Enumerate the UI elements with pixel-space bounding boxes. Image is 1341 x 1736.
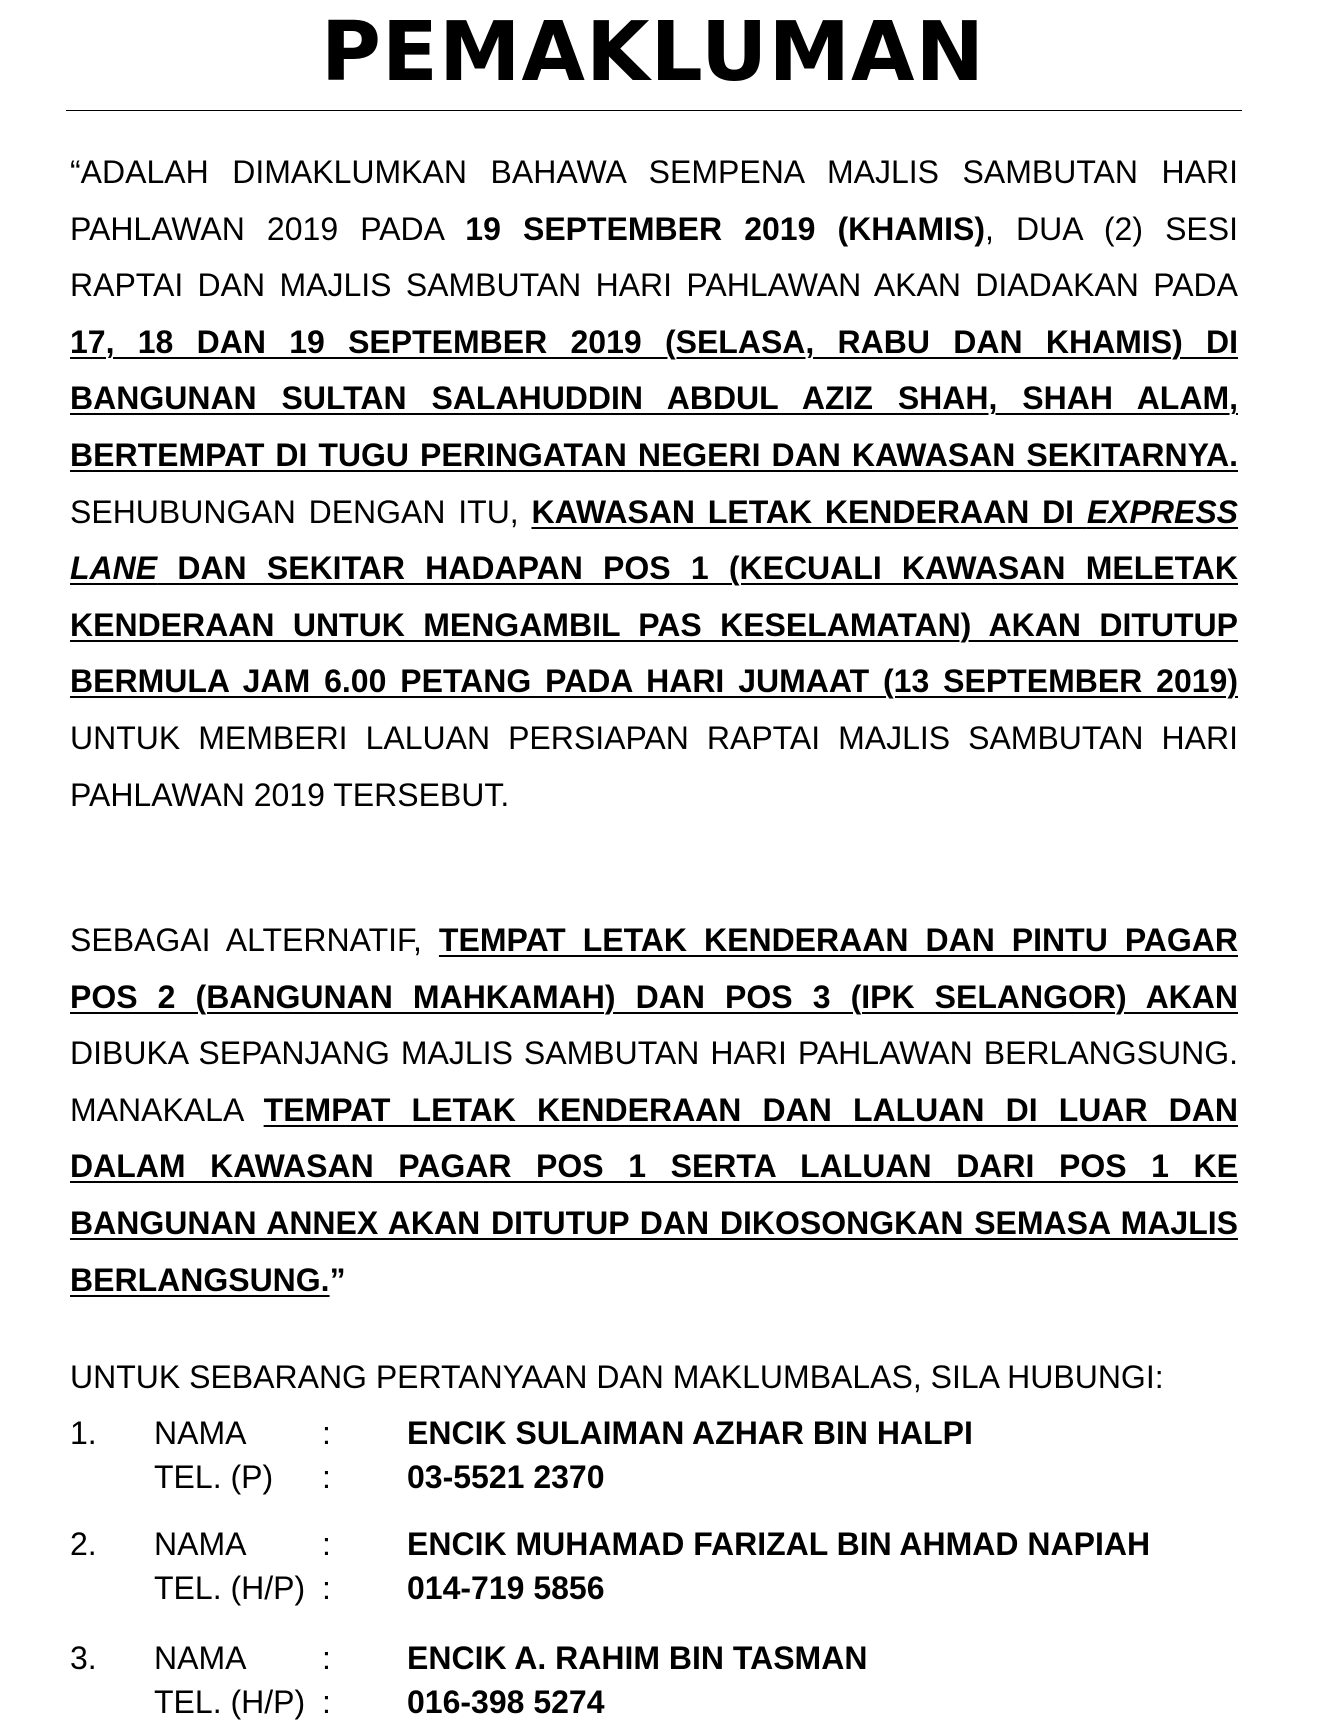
p2-closing-quote: ” [329,1261,346,1298]
tel-label: TEL. (H/P) [154,1684,306,1720]
contact-number: 3. [70,1640,97,1676]
p2-closed-areas: TEMPAT LETAK KENDERAAN DAN LALUAN DI LUAR DAN DALAM KAWASAN PAGAR POS 1 SERTA LALUAN DARI POS 1 KE BANGUNAN ANNEX AKAN DITUTUP DAN DIKOSONGKAN SEMASA MAJLIS BERLANGSUNG. [70,1091,1239,1298]
tel-label: TEL. (H/P) [154,1570,306,1606]
p1-closure-notice-a: KAWASAN LETAK KENDERAAN DI [531,493,1087,530]
contact-entry [70,1411,1238,1501]
name-colon: : [322,1526,331,1562]
contact-name: ENCIK A. RAHIM BIN TASMAN [407,1640,868,1676]
contact-number: 1. [70,1415,97,1451]
name-colon: : [322,1415,331,1451]
announcement-paragraph-1 [70,144,1238,823]
p1-express-lane: EXPRESS LANE [70,493,1239,587]
p1-text-2: , DUA (2) SESI RAPTAI DAN MAJLIS SAMBUTAN HARI PAHLAWAN AKAN DIADAKAN PADA [70,210,1239,304]
announcement-paragraph-2 [70,912,1238,1308]
title-divider [66,110,1242,111]
contact-name: ENCIK MUHAMAD FARIZAL BIN AHMAD NAPIAH [407,1526,1151,1562]
p2-text-2: DIBUKA SEPANJANG MAJLIS SAMBUTAN HARI PAHLAWAN BERLANGSUNG. MANAKALA [70,1035,1238,1128]
p1-text-1: “ADALAH DIMAKLUMKAN BAHAWA SEMPENA MAJLIS SAMBUTAN HARI PAHLAWAN 2019 PADA [70,154,1238,247]
contact-phone: 014-719 5856 [407,1570,605,1606]
tel-label: TEL. (P) [154,1459,274,1495]
p2-open-gates: TEMPAT LETAK KENDERAAN DAN PINTU PAGAR POS 2 (BANGUNAN MAHKAMAH) DAN POS 3 (IPK SELANGOR) AKAN [70,922,1239,1015]
p2-text-1: SEBAGAI ALTERNATIF, [70,922,439,958]
p1-event-date: 19 SEPTEMBER 2019 (KHAMIS) [465,210,986,247]
p1-text-4: UNTUK MEMBERI LALUAN PERSIAPAN RAPTAI MAJLIS SAMBUTAN HARI PAHLAWAN 2019 TERSEBUT. [70,719,1238,813]
name-label: NAMA [154,1526,247,1562]
tel-colon: : [322,1684,331,1720]
name-label: NAMA [154,1640,247,1676]
page-title: PEMAKLUMAN [320,5,986,100]
contact-number: 2. [70,1526,97,1562]
tel-colon: : [322,1459,331,1495]
contact-entry [70,1636,1238,1726]
p1-rehearsal-dates-venue: 17, 18 DAN 19 SEPTEMBER 2019 (SELASA, RABU DAN KHAMIS) DI BANGUNAN SULTAN SALAHUDDIN ABDUL AZIZ SHAH, SHAH ALAM, BERTEMPAT DI TUGU PERINGATAN NEGERI DAN KAWASAN SEKITARNYA. [70,323,1238,473]
contact-entry [70,1522,1238,1612]
contact-phone: 03-5521 2370 [407,1459,605,1495]
contact-phone: 016-398 5274 [407,1684,605,1720]
p1-text-3: SEHUBUNGAN DENGAN ITU, [70,493,532,530]
name-label: NAMA [154,1415,247,1451]
contacts-intro: UNTUK SEBARANG PERTANYAAN DAN MAKLUMBALAS, SILA HUBUNGI: [70,1359,1164,1395]
tel-colon: : [322,1570,331,1606]
p1-closure-notice-b: DAN SEKITAR HADAPAN POS 1 (KECUALI KAWASAN MELETAK KENDERAAN UNTUK MENGAMBIL PAS KESELAMATAN) AKAN DITUTUP BERMULA JAM 6.00 PETANG PADA HARI JUMAAT (13 SEPTEMBER 2019) [70,550,1238,700]
contact-name: ENCIK SULAIMAN AZHAR BIN HALPI [407,1415,973,1451]
name-colon: : [322,1640,331,1676]
